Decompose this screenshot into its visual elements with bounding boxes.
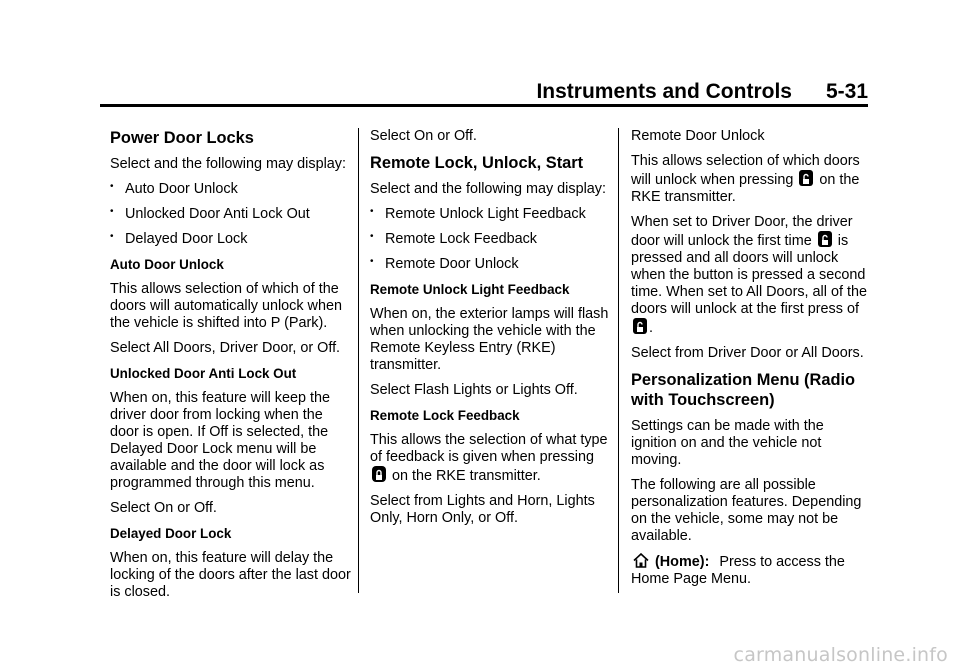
subheading: Remote Lock Feedback xyxy=(370,408,520,423)
bullet-icon: • xyxy=(110,231,114,242)
header-rule xyxy=(100,104,868,107)
home-icon xyxy=(633,553,649,568)
paragraph: Select On or Off. xyxy=(370,128,477,144)
section-heading-personalization-menu: Personalization Menu (Radio with Touchscreen) xyxy=(631,371,856,409)
paragraph: Settings can be made with the ignition on and the vehicle not moving. xyxy=(631,418,824,468)
section-heading-power-door-locks: Power Door Locks xyxy=(110,129,254,147)
subheading-plain: Remote Door Unlock xyxy=(631,128,765,144)
bullet-icon: • xyxy=(370,231,374,242)
watermark: carmanualsonline.info xyxy=(733,644,948,666)
lock-key-icon xyxy=(372,466,386,482)
column-divider xyxy=(358,128,359,593)
bullet-icon: • xyxy=(110,181,114,192)
bullet-icon: • xyxy=(370,256,374,267)
bullet-icon: • xyxy=(370,206,374,217)
list-item: • Remote Lock Feedback xyxy=(370,231,537,247)
subheading: Auto Door Unlock xyxy=(110,257,224,272)
bullet-list xyxy=(110,181,352,248)
paragraph: Select All Doors, Driver Door, or Off. xyxy=(110,340,341,356)
column-divider xyxy=(618,128,619,593)
column-1 xyxy=(110,128,352,609)
home-label: (Home): xyxy=(655,554,710,570)
paragraph: Select Flash Lights or Lights Off. xyxy=(370,382,578,398)
list-item: • Unlocked Door Anti Lock Out xyxy=(110,206,310,222)
paragraph: The following are all possible personalization features. Depending on the vehicle, some may not be available. xyxy=(631,477,862,544)
list-item: • Auto Door Unlock xyxy=(110,181,238,197)
column-2 xyxy=(370,128,612,535)
unlock-key-icon xyxy=(818,231,832,247)
unlock-key-icon xyxy=(799,170,813,186)
page-number: 5-31 xyxy=(825,80,868,103)
subheading: Unlocked Door Anti Lock Out xyxy=(110,366,297,381)
paragraph: When on, the exterior lamps will flash when unlocking the vehicle with the Remote Keyless Entry (RKE) transmitter. xyxy=(370,306,609,373)
paragraph: When on, this feature will keep the driver door from locking when the door is open. If Off is selected, the Delayed Door Lock menu will be available and the door will lock as programmed through this menu. xyxy=(110,390,330,491)
list-item: • Remote Door Unlock xyxy=(370,256,519,272)
paragraph: Select and the following may display: xyxy=(370,181,606,197)
list-item: • Remote Unlock Light Feedback xyxy=(370,206,586,222)
bullet-icon: • xyxy=(110,206,114,217)
paragraph: When on, this feature will delay the locking of the doors after the last door is closed. xyxy=(110,550,351,600)
column-3 xyxy=(631,128,873,596)
paragraph: Select from Driver Door or All Doors. xyxy=(631,345,864,361)
paragraph: This allows selection of which doors will unlock when pressing on the RKE transmitter. xyxy=(631,153,860,205)
unlock-key-icon xyxy=(633,318,647,334)
paragraph: Select On or Off. xyxy=(110,500,217,516)
subheading: Remote Unlock Light Feedback xyxy=(370,282,570,297)
paragraph: When set to Driver Door, the driver door will unlock the first time is pressed and all doors will unlock when the button is pressed a second time. When set to All Doors, all of the doors will unlock at the first press of . xyxy=(631,214,867,336)
list-item: • Delayed Door Lock xyxy=(110,231,248,247)
bullet-list xyxy=(370,206,612,273)
paragraph-home: (Home): Press to access the Home Page Menu. xyxy=(631,554,845,587)
section-heading-remote-lock: Remote Lock, Unlock, Start xyxy=(370,154,584,172)
header-title: Instruments and Controls xyxy=(536,80,792,103)
page-header xyxy=(100,80,868,104)
paragraph: Select from Lights and Horn, Lights Only, Horn Only, or Off. xyxy=(370,493,595,526)
paragraph: This allows the selection of what type of feedback is given when pressing on the RKE transmitter. xyxy=(370,432,608,484)
paragraph: This allows selection of which of the doors will automatically unlock when the vehicle is shifted into P (Park). xyxy=(110,281,342,331)
paragraph: Select and the following may display: xyxy=(110,156,346,172)
subheading: Delayed Door Lock xyxy=(110,526,232,541)
